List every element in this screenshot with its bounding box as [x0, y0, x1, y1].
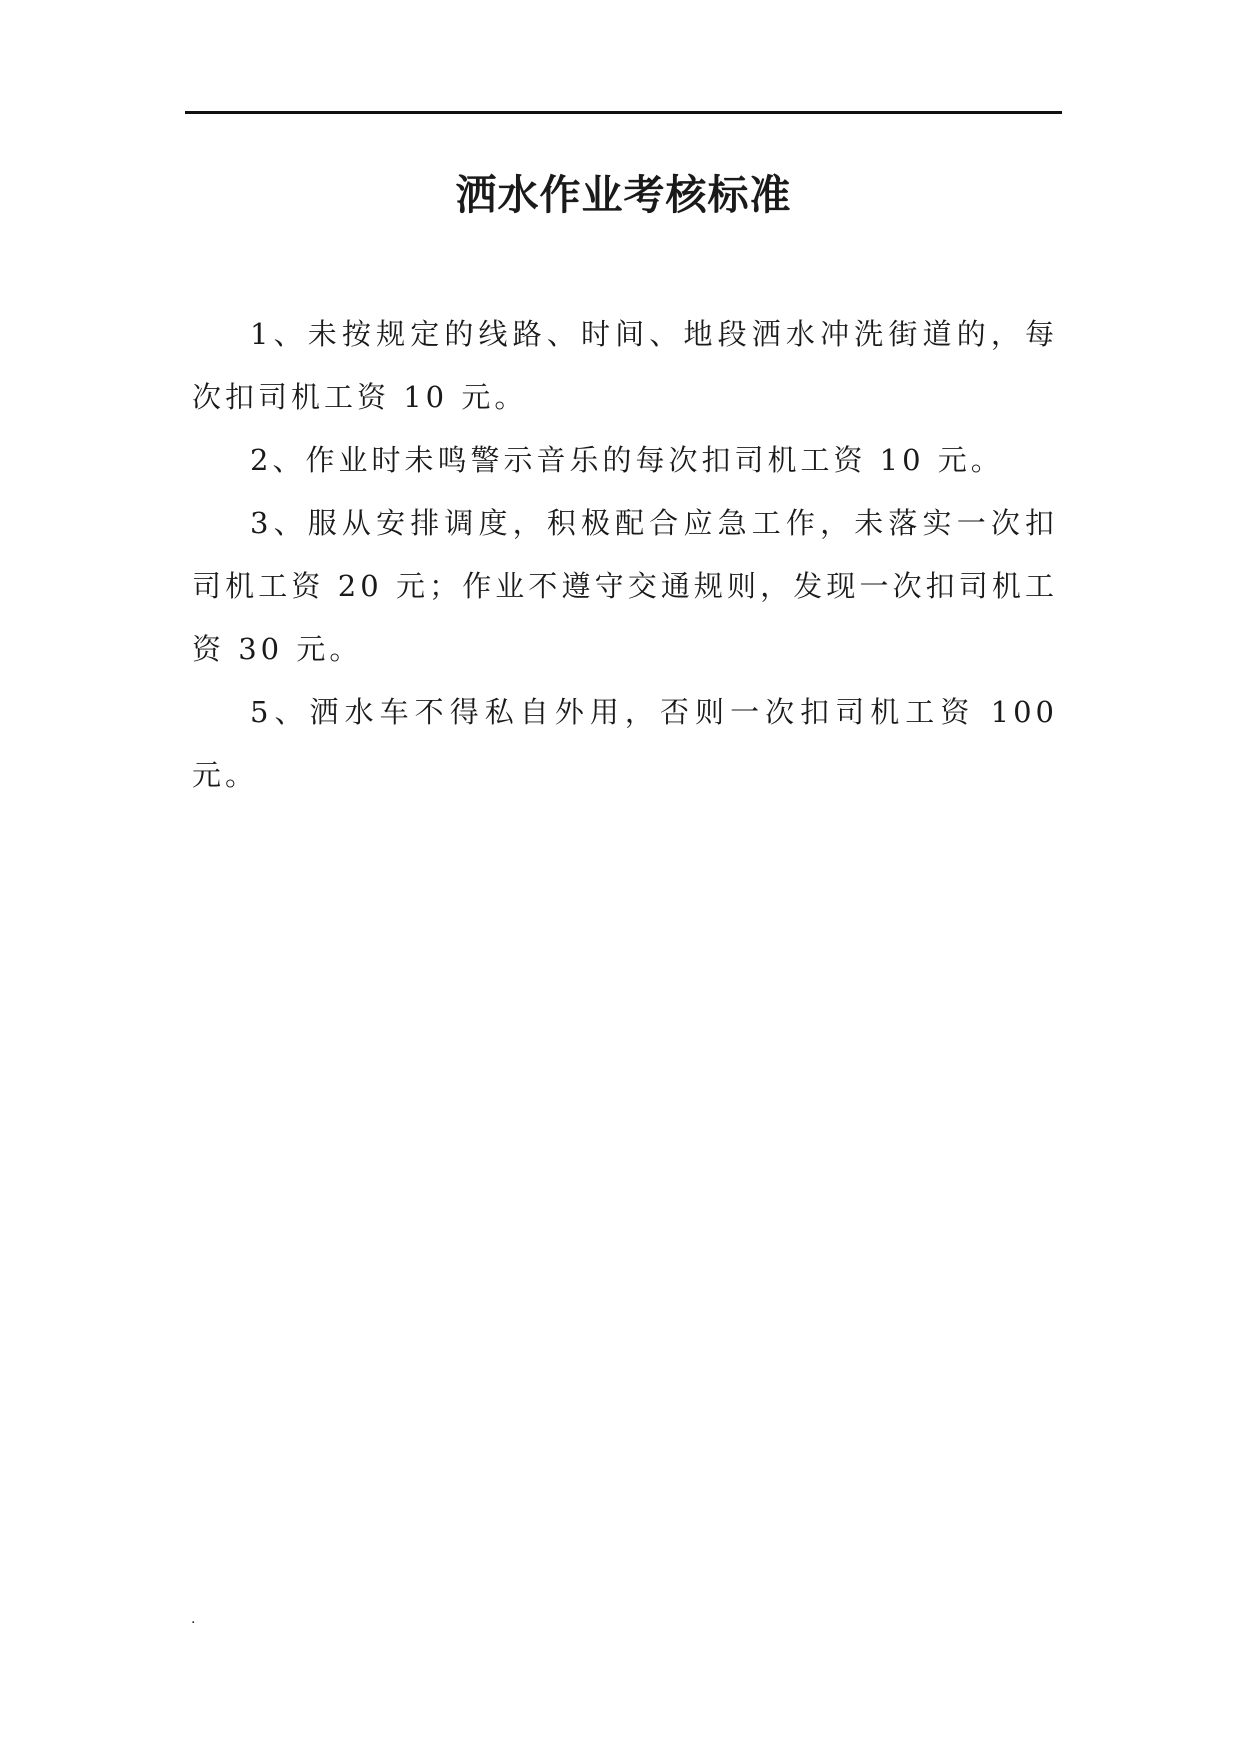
document-body [192, 303, 1058, 807]
rule-paragraph-3: 3、服从安排调度，积极配合应急工作，未落实一次扣司机工资 20 元；作业不遵守交通规则，发现一次扣司机工资 30 元。 [192, 506, 1058, 666]
footer-mark: . [191, 1611, 196, 1627]
document-title: 洒水作业考核标准 [455, 171, 792, 219]
rule-paragraph-2: 2、作业时未鸣警示音乐的每次扣司机工资 10 元。 [250, 443, 1004, 477]
header-rule [185, 111, 1062, 114]
rule-paragraph-5: 5、洒水车不得私自外用，否则一次扣司机工资 100 元。 [192, 695, 1058, 792]
rule-paragraph-1: 1、未按规定的线路、时间、地段洒水冲洗街道的，每次扣司机工资 10 元。 [192, 317, 1058, 414]
